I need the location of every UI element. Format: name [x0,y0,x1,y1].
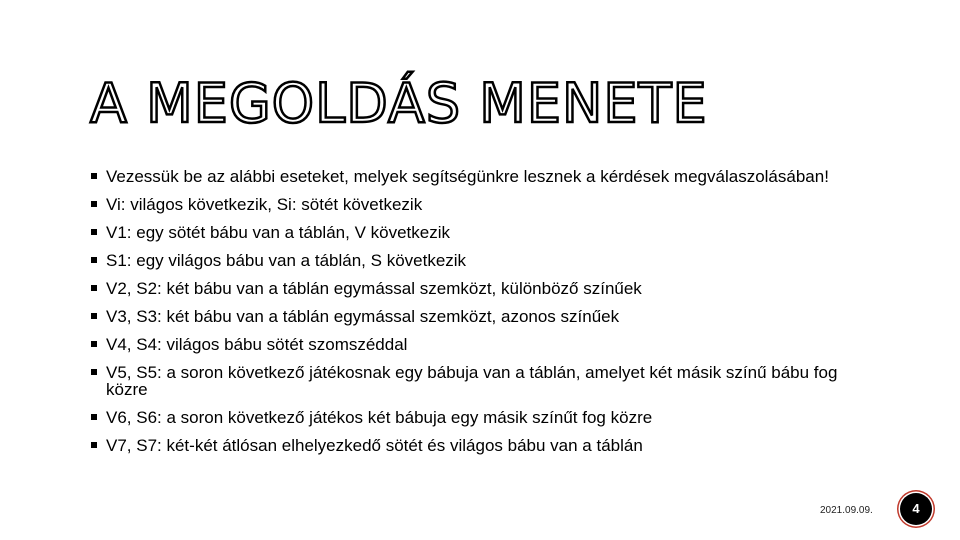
page-number-badge [900,493,932,525]
bullet-text: Vi: világos következik, Si: sötét következik [106,195,423,214]
square-bullet-icon [91,313,97,319]
bullet-list [90,168,850,465]
page-number: 4 [912,501,920,516]
bullet-item [90,252,850,269]
bullet-text: V2, S2: két bábu van a táblán egymással szemközt, különböző színűek [106,279,642,298]
bullet-text: V5, S5: a soron következő játékosnak egy bábuja van a táblán, amelyet két másik színű bábu fog közre [106,363,838,399]
square-bullet-icon [91,257,97,263]
bullet-text: V4, S4: világos bábu sötét szomszéddal [106,335,408,354]
square-bullet-icon [91,285,97,291]
bullet-item [90,409,850,426]
bullet-text: Vezessük be az alábbi eseteket, melyek segítségünkre lesznek a kérdések megválaszolásában! [106,167,829,186]
square-bullet-icon [91,201,97,207]
bullet-item [90,280,850,297]
bullet-item [90,336,850,353]
square-bullet-icon [91,442,97,448]
slide-title: A MEGOLDÁS MENETE [90,72,708,135]
bullet-item [90,308,850,325]
bullet-item [90,196,850,213]
footer-date: 2021.09.09. [820,505,873,516]
bullet-item [90,364,850,398]
square-bullet-icon [91,369,97,375]
bullet-text: V1: egy sötét bábu van a táblán, V következik [106,223,450,242]
bullet-text: V7, S7: két-két átlósan elhelyezkedő sötét és világos bábu van a táblán [106,436,643,455]
square-bullet-icon [91,229,97,235]
bullet-text: V6, S6: a soron következő játékos két bábuja egy másik színűt fog közre [106,408,653,427]
square-bullet-icon [91,341,97,347]
bullet-item [90,437,850,454]
bullet-item [90,224,850,241]
bullet-text: V3, S3: két bábu van a táblán egymással szemközt, azonos színűek [106,307,620,326]
square-bullet-icon [91,414,97,420]
square-bullet-icon [91,173,97,179]
bullet-item [90,168,850,185]
bullet-text: S1: egy világos bábu van a táblán, S következik [106,251,467,270]
